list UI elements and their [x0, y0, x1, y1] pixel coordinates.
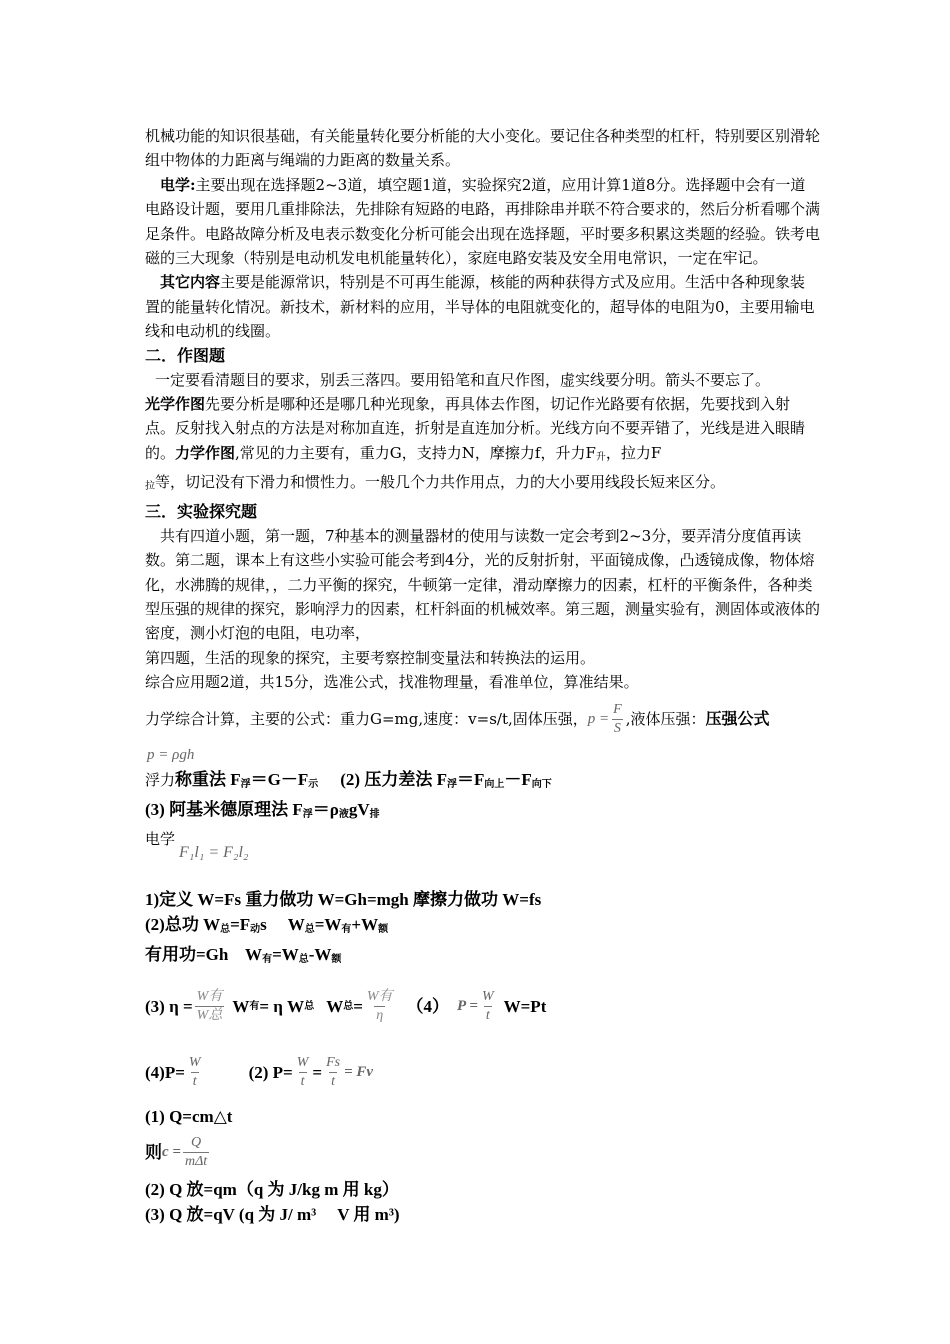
electric-label-2: 电学 — [145, 829, 176, 848]
p2-denominator: t — [300, 1074, 305, 1090]
p2-fraction — [295, 1054, 311, 1091]
sub-float-3: 浮 — [302, 808, 313, 820]
eff-mid-sub-1: 有 — [249, 1001, 260, 1013]
pressure-diff-method: (2) 压力差法 F — [340, 769, 447, 789]
useful-sub-3: 额 — [331, 953, 342, 965]
electricity-paragraph — [145, 173, 820, 271]
buoyancy-line-1 — [145, 767, 820, 797]
force-text-3: 等，切记没有下滑力和惯性力。一般几个力共作用点，力的大小要用线段长短来区分。 — [155, 473, 726, 492]
liquid-pressure-formula — [145, 742, 820, 767]
power-denominator: t — [485, 1008, 490, 1024]
archimedes-method: (3) 阿基米德原理法 F — [145, 799, 303, 819]
experiment-paragraph: 共有四道小题，第一题，7种基本的测量器材的使用与读数一定会考到2~3分，要弄清分度值再读数。第二题，课本上有这些小实验可能会考到4分，光的反射折射，平面镜成像，凸透镜成像，物体熔化，水沸腾的规律，，二力平衡的探究，牛顿第一定律，滑动摩擦力的因素，杠杆的平衡条件，各种类型压强的规律的探究，影响浮力的因素，杠杆斜面的机械效率。第三题，测量实验有，测固体或液体的密度，测小灯泡的电阻，电功率， — [145, 526, 821, 643]
total-a: (2)总功 W — [145, 914, 221, 934]
p4-denominator: t — [192, 1074, 197, 1090]
heat-line-1: (1) Q=cm△t — [145, 1106, 233, 1126]
efficiency-fraction — [195, 988, 225, 1025]
efficiency-label: (3) η = — [145, 997, 193, 1017]
eff-mid-d: = — [353, 997, 363, 1017]
document-page — [145, 124, 820, 1227]
pressure-numerator: F — [613, 701, 622, 717]
section-heading-experiment: 三．实验探究题 — [145, 501, 258, 521]
power-label-4: （4） — [406, 997, 450, 1017]
archimedes-c: gV — [348, 799, 370, 819]
heat-line-3: (3) Q 放=qV (q 为 J/ m³ V 用 m³) — [145, 1204, 400, 1224]
power-line — [145, 1048, 820, 1098]
formula-intro-line — [145, 701, 820, 738]
weighing-method: 称重法 F — [175, 769, 241, 789]
efficiency-denominator: W总 — [196, 1008, 223, 1024]
other-content-paragraph — [145, 270, 820, 343]
pressure-diff-b: ＝F — [456, 769, 485, 789]
optics-force-paragraph — [145, 392, 820, 500]
useful-sub-1: 有 — [262, 953, 273, 965]
eff-mid-sub-3: 总 — [343, 1001, 354, 1013]
electricity-label: 电学: — [160, 175, 196, 194]
liquid-formula-text: p = ρgh — [147, 746, 195, 763]
formula-intro-text: 力学综合计算，主要的公式：重力G=mg,速度：v=s/t,固体压强， — [145, 709, 588, 728]
c-lhs: c = — [162, 1144, 181, 1161]
power-pt: W=Pt — [503, 997, 547, 1017]
total-sub-3: 总 — [304, 923, 315, 935]
efficiency-line — [145, 980, 820, 1034]
c-denominator: mΔt — [184, 1154, 208, 1170]
electric-lever-block — [145, 827, 820, 877]
p4-numerator: W — [188, 1055, 201, 1071]
c-numerator: Q — [191, 1135, 202, 1151]
eff-mid-sub-2: 总 — [304, 1001, 315, 1013]
other-content-text: 主要是能源常识，特别是不可再生能源，核能的两种获得方式及应用。生活中各种现象装置的能量转化情况。新技术，新材料的应用，半导体的电阻就变化的，超导体的电阻为0，主要用输电线和电动机的线圈。 — [145, 273, 815, 341]
lever-formula: F₁l₁ = F₂l₂ — [179, 843, 249, 861]
liquid-pressure-label: ,液体压强： — [625, 709, 706, 728]
total-sub-5: 额 — [378, 923, 389, 935]
p2-numerator-2: Fs — [326, 1055, 341, 1071]
heat-line-2: (2) Q 放=qm（q 为 J/kg m 用 kg） — [145, 1179, 399, 1199]
buoyancy-line-2 — [145, 797, 820, 827]
total-e: +W — [351, 914, 379, 934]
pressure-diff-c: －F — [504, 769, 532, 789]
force-sub-lift: 升 — [595, 451, 606, 463]
p2-equals: = — [312, 1063, 323, 1083]
force-text-2: ，拉力F — [605, 443, 662, 462]
useful-work-line — [145, 942, 820, 972]
total-work-denominator: η — [376, 1008, 384, 1024]
useful-a: 有用功=Gh W — [145, 944, 263, 964]
useful-sub-2: 总 — [298, 953, 309, 965]
section-heading-drawing: 二．作图题 — [145, 345, 226, 365]
total-sub-2: 动 — [250, 923, 261, 935]
total-work-numerator: W有 — [366, 989, 393, 1005]
work-definition-line: 1)定义 W=Fs 重力做功 W=Gh=mgh 摩擦力做功 W=fs — [145, 889, 542, 909]
power-lhs: P = — [457, 998, 478, 1015]
sub-liquid: 液 — [338, 808, 349, 820]
archimedes-b: ＝ρ — [312, 799, 339, 819]
p2-label: (2) P= — [248, 1063, 293, 1083]
total-c: s W — [260, 914, 305, 934]
total-b: =F — [230, 914, 251, 934]
sub-displaced: 排 — [369, 808, 380, 820]
optics-text: 先要分析是哪种还是哪几种光现象，再具体去作图，切记作光路要有依据，先要找到入射点。反射找入射点的方法是对称加直连，折射是直连加分析。光线方向不要弄错了，光线是进入眼睛的。 — [145, 395, 806, 462]
pressure-fraction — [611, 701, 624, 738]
drawing-intro: 一定要看清题目的要求，别丢三落四。要用铅笔和直尺作图，虚实线要分明。箭头不要忘了。 — [155, 370, 771, 389]
pressure-denominator: S — [613, 720, 621, 736]
eff-mid-a: W — [232, 997, 250, 1017]
total-work-fraction — [365, 988, 395, 1025]
p2-denominator-2: t — [331, 1074, 336, 1090]
total-d: =W — [314, 914, 342, 934]
buoyancy-label: 浮力 — [145, 772, 176, 789]
eff-mid-c: W — [326, 997, 344, 1017]
total-sub-1: 总 — [220, 923, 231, 935]
other-content-label: 其它内容 — [160, 273, 221, 292]
force-label: 力学作图 — [175, 443, 236, 462]
then-label: 则 — [145, 1143, 162, 1163]
useful-c: -W — [308, 944, 332, 964]
electricity-text: 主要出现在选择题2~3道，填空题1道，实验探究2道，应用计算1道8分。选择题中会有一道电路设计题，要用几重排除法，先排除有短路的电路，再排除串并联不符合要求的，然后分析看哪个满足条件。电路故障分析及电表示数变化分析可能会出现在选择题，平时要多积累这类题的经验。铁考电磁的三大现象（特别是电动机发电机能量转化），家庭电路安装及安全用电常识，一定在牢记。 — [145, 175, 821, 268]
application-paragraph: 综合应用题2道，共15分，选准公式，找准物理量，看准单位，算准结果。 — [145, 673, 639, 692]
sub-show: 示 — [308, 778, 319, 790]
eff-mid-b: = η W — [259, 997, 305, 1017]
pressure-formula-label: 压强公式 — [705, 708, 770, 728]
force-text-1: ,常见的力主要有，重力G，支持力N，摩擦力f，升力F — [235, 443, 596, 462]
efficiency-numerator: W有 — [196, 989, 223, 1005]
power-fraction — [480, 988, 496, 1025]
useful-b: =W — [272, 944, 299, 964]
p2-tail: = Fv — [344, 1064, 374, 1081]
force-sub-pull: 拉 — [145, 481, 155, 493]
total-sub-4: 有 — [341, 923, 352, 935]
experiment-fourth: 第四题，生活的现象的探究，主要考察控制变量法和转换法的运用。 — [145, 648, 596, 667]
p4-label: (4)P= — [145, 1063, 185, 1083]
sub-down: 向下 — [531, 778, 552, 790]
p4-fraction — [187, 1054, 203, 1091]
p2-fraction-2 — [324, 1054, 342, 1091]
specific-heat-line — [145, 1129, 820, 1177]
mechanics-continued-paragraph: 机械功能的知识很基础，有关能量转化要分析能的大小变化。要记住各种类型的杠杆，特别要区别滑轮组中物体的力距离与绳端的力距离的数量关系。 — [145, 127, 821, 170]
c-fraction — [183, 1134, 209, 1171]
sub-float-2: 浮 — [446, 778, 457, 790]
optics-label: 光学作图 — [145, 395, 206, 414]
p2-numerator: W — [296, 1055, 309, 1071]
weighing-method-b: ＝G－F — [250, 769, 309, 789]
pressure-lhs: p = — [587, 710, 610, 727]
total-work-line — [145, 912, 820, 942]
power-numerator: W — [481, 989, 494, 1005]
sub-up: 向上 — [484, 778, 505, 790]
sub-float: 浮 — [240, 778, 251, 790]
